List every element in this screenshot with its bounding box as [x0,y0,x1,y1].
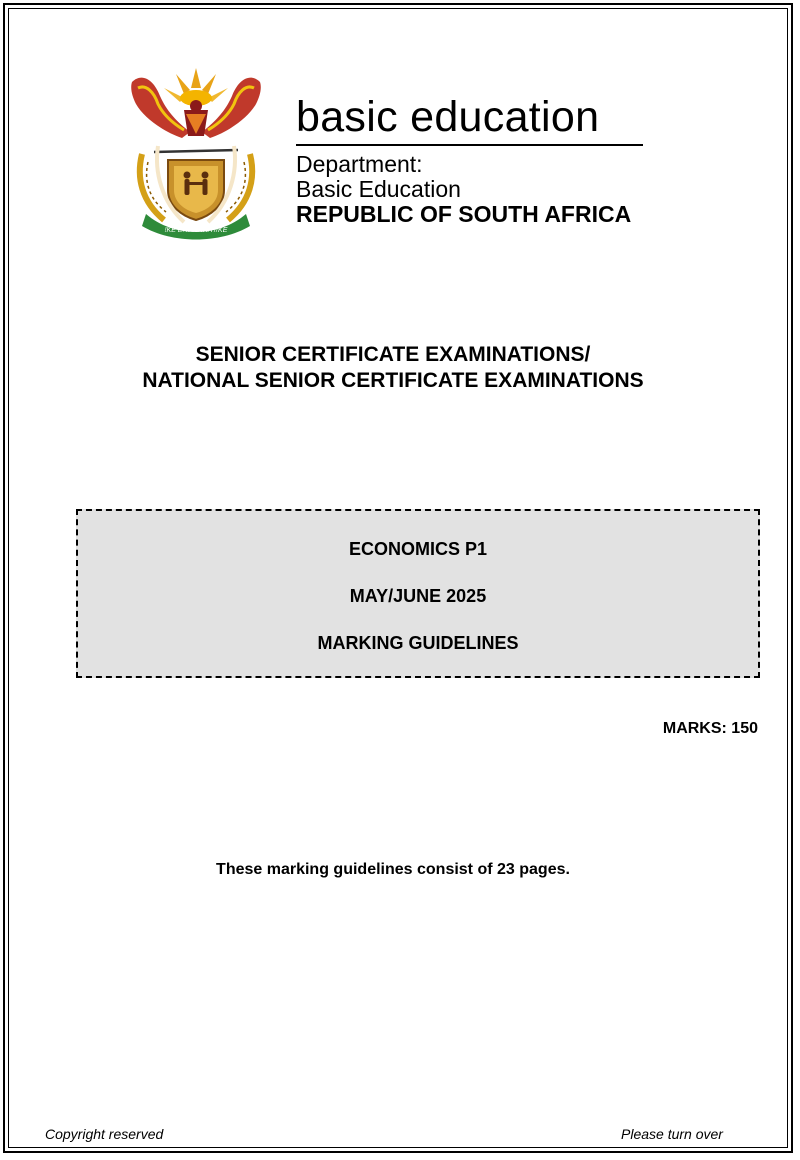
coat-of-arms-logo [124,62,268,240]
exam-title [0,342,786,394]
country-name: REPUBLIC OF SOUTH AFRICA [296,201,632,227]
exam-title-line2: NATIONAL SENIOR CERTIFICATE EXAMINATIONS [142,369,644,392]
exam-session: MAY/JUNE 2025 [349,586,487,606]
svg-text:!KE E: /XARRA //KE: !KE E: /XARRA //KE [164,227,228,234]
secretary-bird-icon [184,100,208,136]
page-count-note: These marking guidelines consist of 23 pages. [216,861,570,878]
turn-over-footer: Please turn over [621,1126,723,1142]
copyright-footer: Copyright reserved [45,1126,164,1142]
total-marks: MARKS: 150 [662,720,758,737]
subject-box [76,509,760,678]
brand-underline [296,144,643,146]
department-name: Basic Education [296,176,461,202]
exam-title-line1: SENIOR CERTIFICATE EXAMINATIONS/ [195,343,591,366]
subject-name: ECONOMICS P1 [348,539,488,559]
document-type: MARKING GUIDELINES [317,633,519,653]
spear-icon [154,150,238,152]
department-label: Department: [296,151,423,177]
brand-title: basic education [296,93,600,141]
department-brand [296,92,646,227]
